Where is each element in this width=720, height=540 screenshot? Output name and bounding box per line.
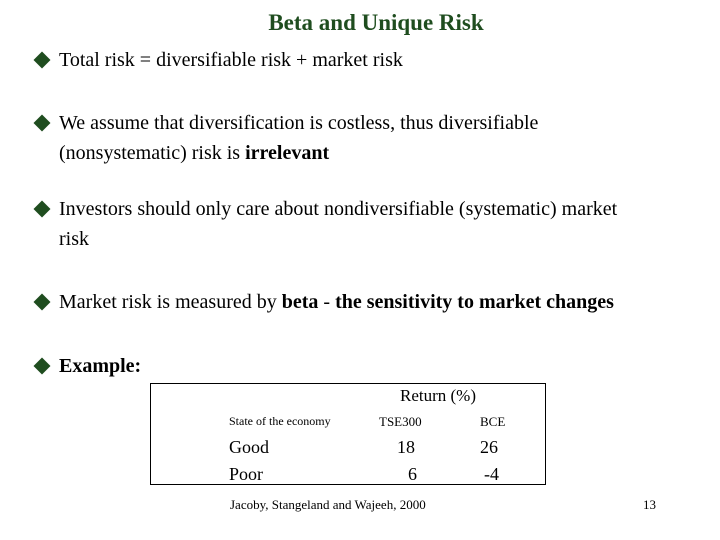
table-row-good-tse: 18 bbox=[397, 437, 415, 457]
tse300-header: TSE300 bbox=[379, 414, 422, 429]
bullet-emphasis: the sensitivity to market changes bbox=[335, 291, 614, 313]
bullet-text: risk bbox=[59, 228, 89, 250]
table-row-poor-state: Poor bbox=[229, 464, 264, 484]
bullet-example bbox=[34, 351, 141, 381]
bullet-text: We assume that diversification is costless, thus diversifiable bbox=[59, 112, 539, 134]
source-citation: Jacoby, Stangeland and Wajeeh, 2000 bbox=[230, 497, 426, 512]
bullet-emphasis: irrelevant bbox=[245, 142, 330, 164]
page-number: 13 bbox=[643, 497, 656, 512]
bullet-text: Total risk = diversifiable risk + market risk bbox=[59, 49, 403, 71]
bullet-emphasis: Example: bbox=[59, 355, 142, 377]
table-row-poor-tse: 6 bbox=[408, 464, 417, 484]
bullet-investors bbox=[34, 194, 617, 254]
table-row-poor-bce: -4 bbox=[484, 464, 499, 484]
bullet-text: Investors should only care about nondiversifiable (systematic) market bbox=[59, 198, 618, 220]
bullet-text: Market risk is measured by bbox=[59, 291, 282, 313]
bullet-text: (nonsystematic) risk is bbox=[59, 142, 246, 164]
bullet-text: - bbox=[318, 291, 336, 313]
diamond-bullet-icon bbox=[34, 201, 51, 218]
diamond-bullet-icon bbox=[34, 294, 51, 311]
example-table bbox=[150, 383, 546, 485]
bullet-diversification bbox=[34, 108, 538, 168]
bullet-emphasis: beta bbox=[281, 291, 319, 313]
bullet-market-risk bbox=[34, 287, 614, 317]
diamond-bullet-icon bbox=[34, 52, 51, 69]
bce-header: BCE bbox=[480, 414, 506, 429]
state-header: State of the economy bbox=[229, 414, 331, 428]
return-header: Return (%) bbox=[400, 386, 477, 405]
table-row-good-state: Good bbox=[229, 437, 269, 457]
bullet-total-risk bbox=[34, 45, 403, 75]
diamond-bullet-icon bbox=[34, 358, 51, 375]
diamond-bullet-icon bbox=[34, 115, 51, 132]
table-row-good-bce: 26 bbox=[480, 437, 498, 457]
slide-title: Beta and Unique Risk bbox=[268, 10, 484, 35]
